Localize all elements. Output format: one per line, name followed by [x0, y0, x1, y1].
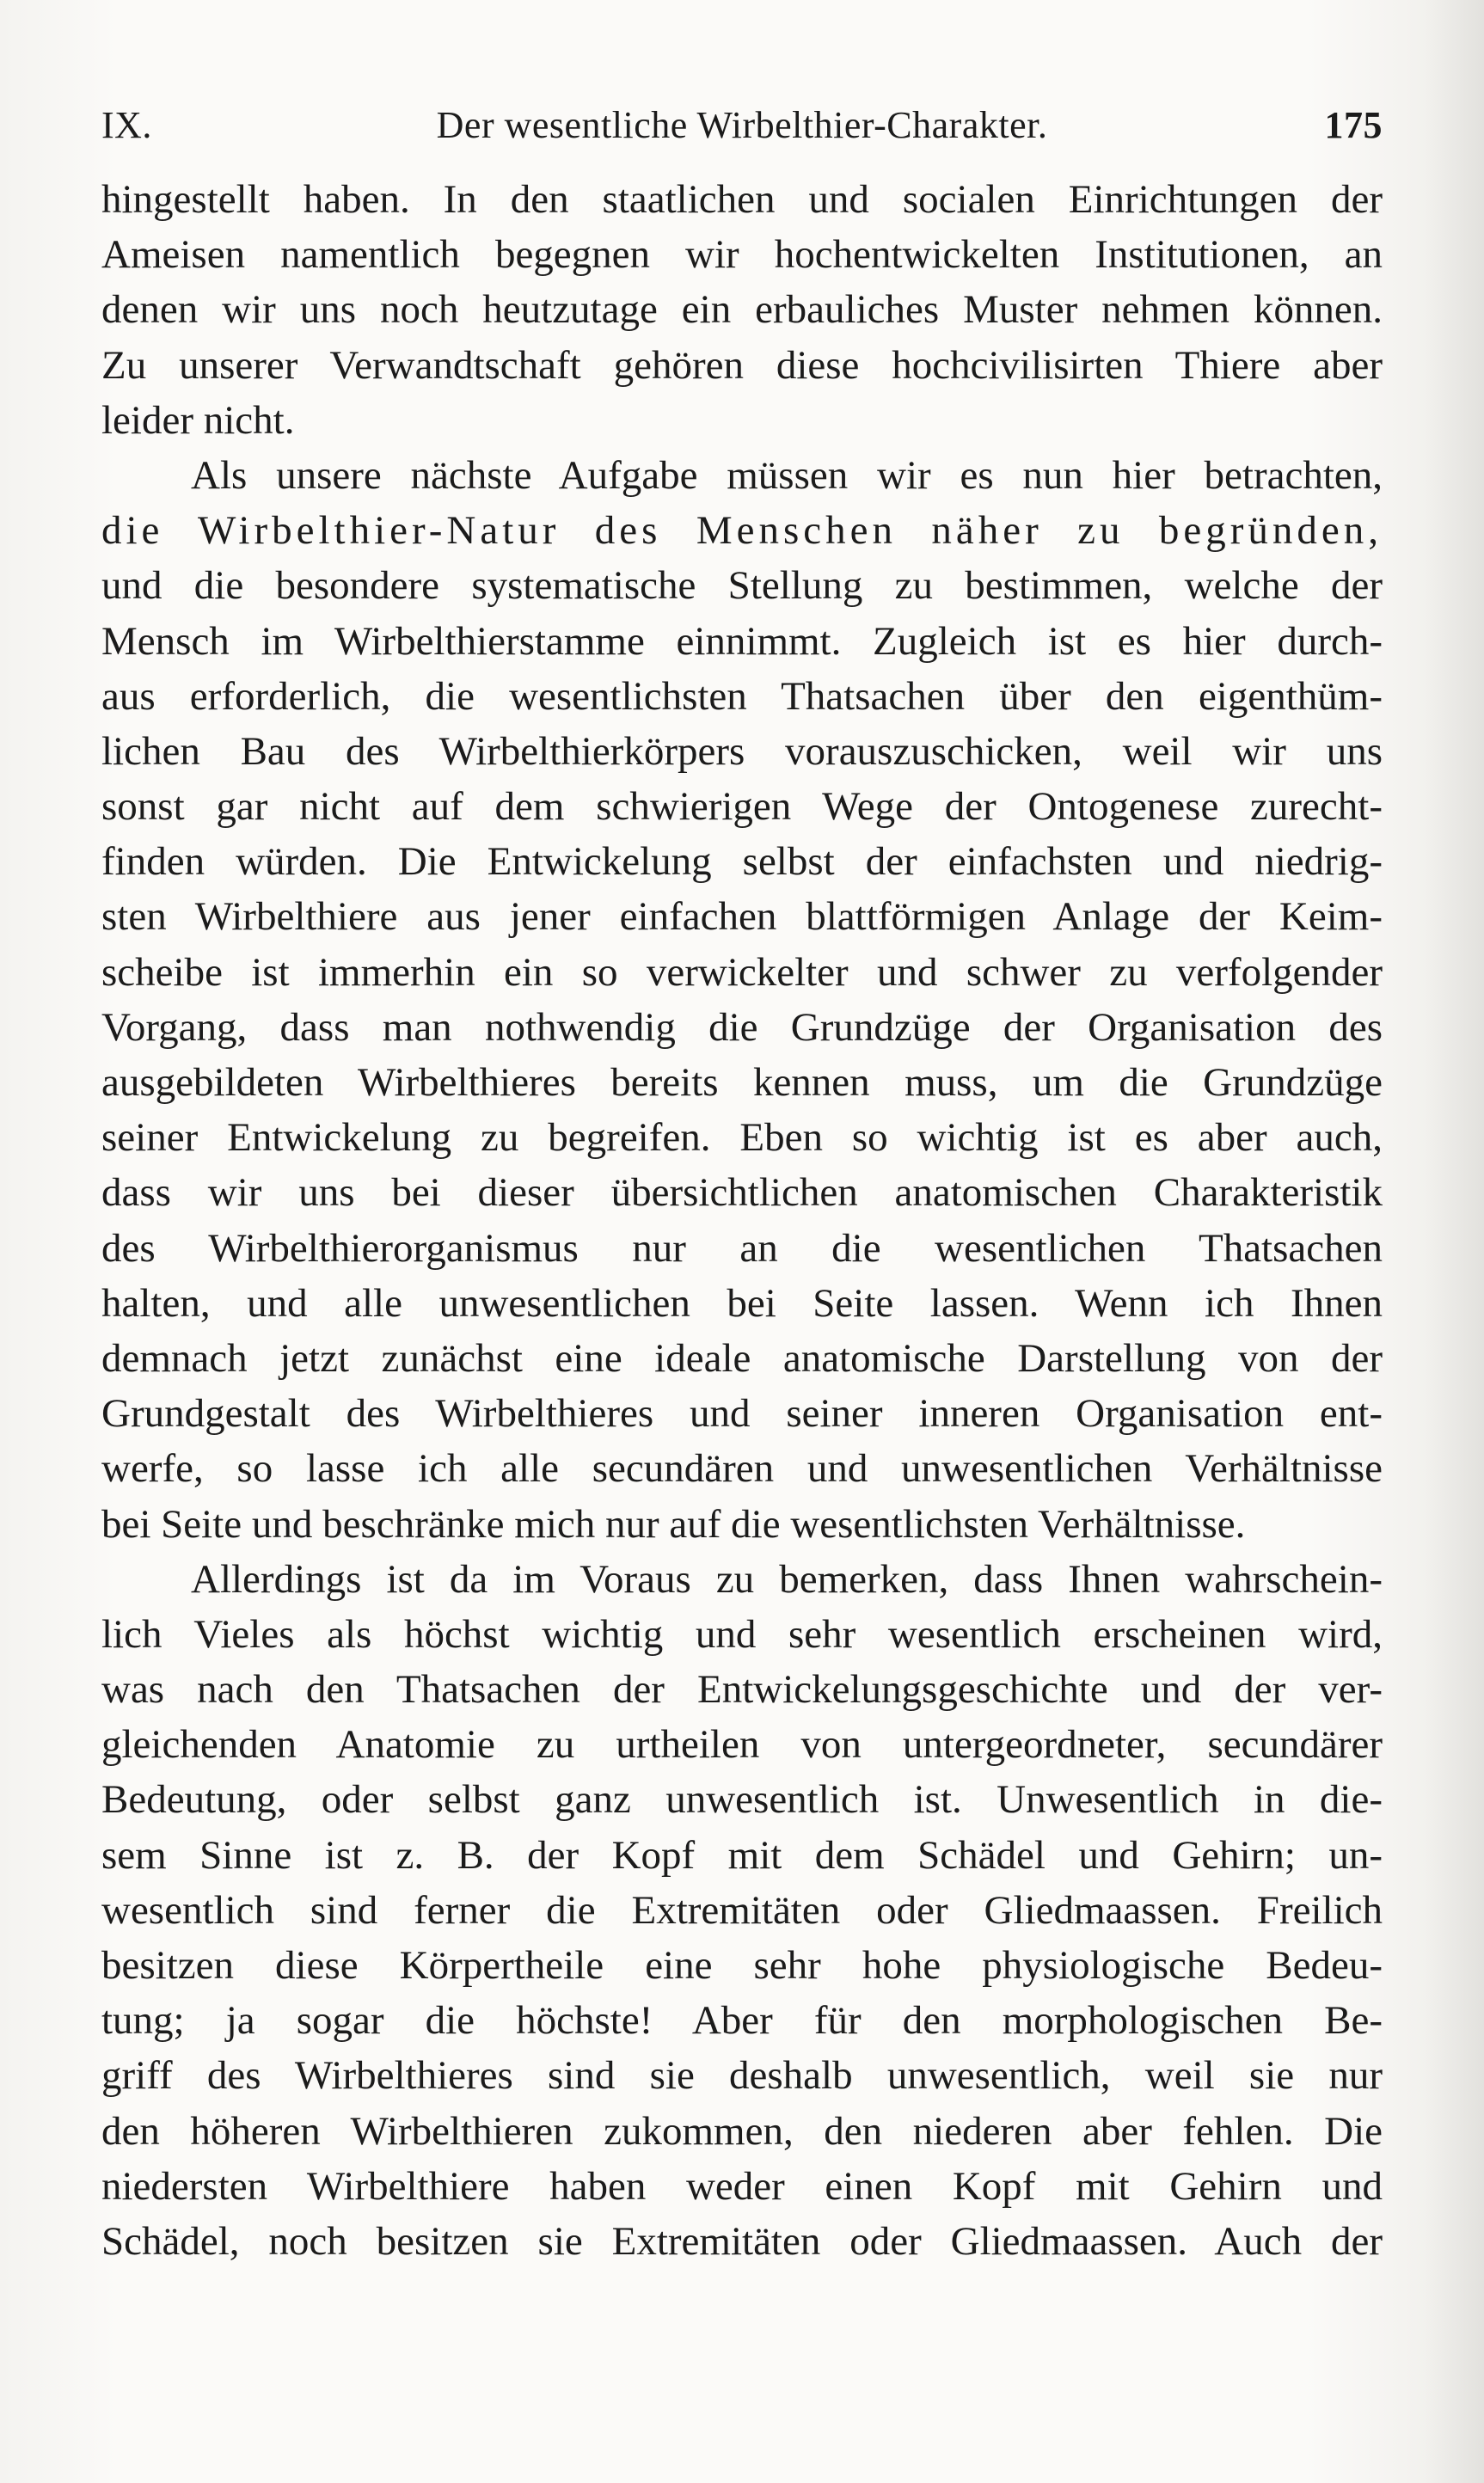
text-line: werfe, so lasse ich alle secundären und unwesentlichen Verhältnisse [101, 1446, 1383, 1492]
running-title: Der wesentliche Wirbelthier-Charakter. [436, 104, 1048, 146]
text-line: sem Sinne ist z. B. der Kopf mit dem Schädel und Gehirn; un- [101, 1832, 1383, 1878]
text-line: Zu unserer Verwandtschaft gehören diese hochcivilisirten Thiere aber [101, 342, 1383, 388]
text-line: finden würden. Die Entwickelung selbst der einfachsten und niedrig- [101, 839, 1383, 885]
running-header [101, 95, 1383, 155]
text-line: demnach jetzt zunächst eine ideale anatomische Darstellung von der [101, 1335, 1383, 1381]
page-number: 175 [1324, 104, 1383, 146]
text-line: sten Wirbelthiere aus jener einfachen blattförmigen Anlage der Keim- [101, 894, 1383, 940]
text-line: und die besondere systematische Stellung zu bestimmen, welche der [101, 563, 1383, 609]
text-line: Ameisen namentlich begegnen wir hochentwickelten Institutionen, an [101, 232, 1383, 278]
text-line: lichen Bau des Wirbelthierkörpers vorauszuschicken, weil wir uns [101, 728, 1383, 774]
text-line: Schädel, noch besitzen sie Extremitäten oder Gliedmaassen. Auch der [101, 2218, 1383, 2264]
body-text [101, 172, 1383, 2269]
text-line: seiner Entwickelung zu begreifen. Eben so wichtig ist es aber auch, [101, 1115, 1383, 1161]
text-line: Vorgang, dass man nothwendig die Grundzüge der Organisation des [101, 1004, 1383, 1050]
text-line: ausgebildeten Wirbelthieres bereits kennen muss, um die Grundzüge [101, 1060, 1383, 1105]
paragraph-first-line: Allerdings ist da im Voraus zu bemerken, dass Ihnen wahrschein- [191, 1556, 1383, 1602]
chapter-number: IX. [101, 104, 152, 146]
text-line: aus erforderlich, die wesentlichsten Thatsachen über den eigenthüm- [101, 673, 1383, 719]
text-line: denen wir uns noch heutzutage ein erbauliches Muster nehmen können. [101, 287, 1383, 333]
text-line: tung; ja sogar die höchste! Aber für den morphologischen Be- [101, 1998, 1383, 2044]
text-line: besitzen diese Körpertheile eine sehr hohe physiologische Bedeu- [101, 1943, 1383, 1988]
page-edge-shadow [1424, 0, 1484, 2483]
text-line: Grundgestalt des Wirbelthieres und seiner inneren Organisation ent- [101, 1391, 1383, 1437]
text-line: halten, und alle unwesentlichen bei Seite lassen. Wenn ich Ihnen [101, 1280, 1383, 1326]
text-line: Bedeutung, oder selbst ganz unwesentlich ist. Unwesentlich in die- [101, 1777, 1383, 1823]
text-line: leider nicht. [101, 397, 295, 443]
text-line: niedersten Wirbelthiere haben weder einen Kopf mit Gehirn und [101, 2163, 1383, 2209]
text-line: wesentlich sind ferner die Extremitäten oder Gliedmaassen. Freilich [101, 1887, 1383, 1933]
text-line: sonst gar nicht auf dem schwierigen Wege der Ontogenese zurecht- [101, 784, 1383, 830]
paragraph-first-line: Als unsere nächste Aufgabe müssen wir es nun hier betrachten, [191, 452, 1383, 498]
text-line: bei Seite und beschränke mich nur auf die wesentlichsten Verhältnisse. [101, 1501, 1246, 1547]
text-line: griff des Wirbelthieres sind sie deshalb unwesentlich, weil sie nur [101, 2053, 1383, 2099]
text-line: was nach den Thatsachen der Entwickelungsgeschichte und der ver- [101, 1667, 1383, 1713]
text-line: dass wir uns bei dieser übersichtlichen anatomischen Charakteristik [101, 1170, 1383, 1216]
text-line: des Wirbelthierorganismus nur an die wesentlichen Thatsachen [101, 1225, 1383, 1271]
text-line: den höheren Wirbelthieren zukommen, den niederen aber fehlen. Die [101, 2108, 1383, 2154]
text-line: die Wirbelthier-Natur des Menschen näher zu begründen, [101, 508, 1383, 554]
text-line: Mensch im Wirbelthierstamme einnimmt. Zugleich ist es hier durch- [101, 618, 1383, 664]
text-line: lich Vieles als höchst wichtig und sehr wesentlich erscheinen wird, [101, 1611, 1383, 1657]
text-line: gleichenden Anatomie zu urtheilen von untergeordneter, secundärer [101, 1722, 1383, 1768]
text-line: hingestellt haben. In den staatlichen und socialen Einrichtungen der [101, 177, 1383, 222]
text-line: scheibe ist immerhin ein so verwickelter und schwer zu verfolgender [101, 949, 1383, 995]
